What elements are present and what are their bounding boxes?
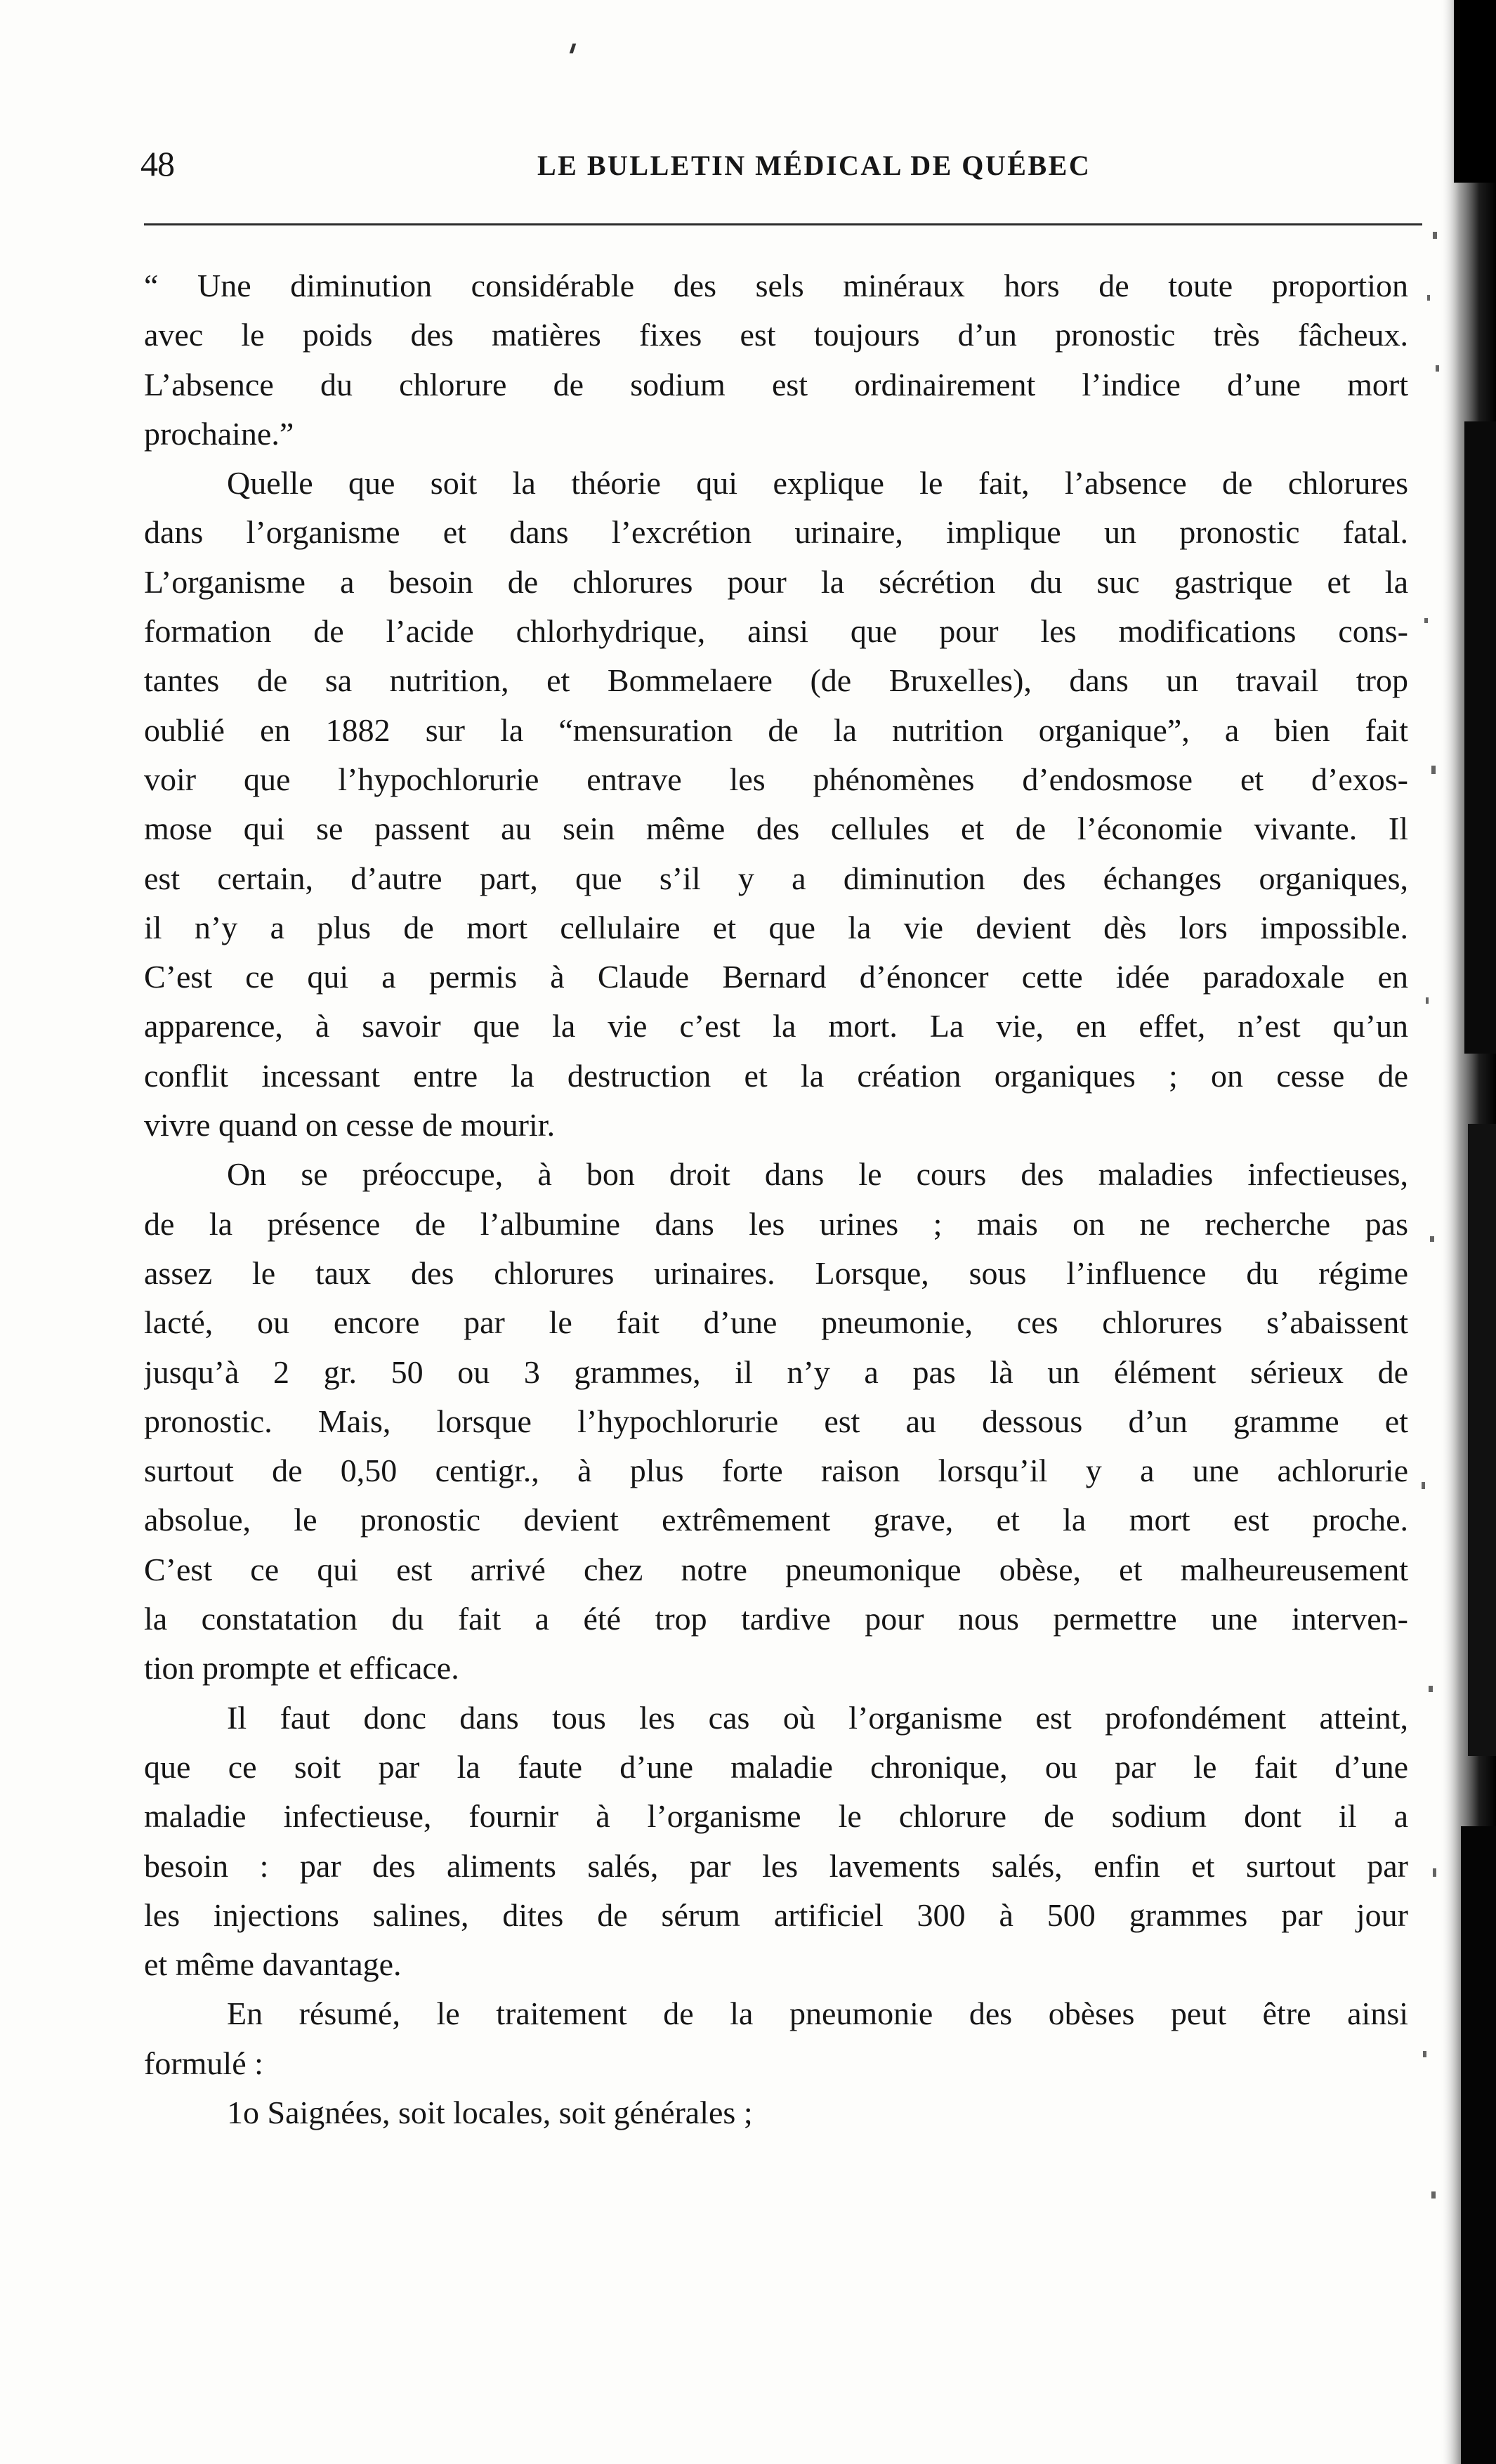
text-line: maladie infectieuse, fournir à l’organisme le chlorure de sodium dont il a: [144, 1798, 1408, 1835]
text-line: Il faut donc dans tous les cas où l’organisme est profondément atteint,: [227, 1699, 1408, 1736]
text-line: avec le poids des matières fixes est toujours d’un pronostic très fâcheux.: [144, 317, 1408, 353]
text-line: C’est ce qui est arrivé chez notre pneumonique obèse, et malheureusement: [144, 1551, 1408, 1587]
running-title: LE BULLETIN MÉDICAL DE QUÉBEC: [537, 150, 1091, 181]
text-line: lacté, ou encore par le fait d’une pneumonie, ces chlorures s’abaissent: [144, 1304, 1408, 1341]
text-line: “ Une diminution considérable des sels minéraux hors de toute proportion: [144, 268, 1408, 303]
text-line: 1o Saignées, soit locales, soit générales ;: [227, 2094, 753, 2130]
text-line: tantes de sa nutrition, et Bommelaere (de Bruxelles), dans un travail trop: [144, 662, 1408, 699]
text-line: il n’y a plus de mort cellulaire et que la vie devient dès lors impossible.: [144, 909, 1408, 945]
text-line: besoin : par des aliments salés, par les lavements salés, enfin et surtout par: [144, 1847, 1408, 1884]
ink-speck: [570, 44, 577, 53]
text-line: la constatation du fait a été trop tardive pour nous permettre une interven-: [144, 1601, 1408, 1637]
text-line: absolue, le pronostic devient extrêmement grave, et la mort est proche.: [144, 1502, 1408, 1538]
text-line: pronostic. Mais, lorsque l’hypochlorurie est au dessous d’un gramme et: [144, 1403, 1408, 1439]
text-line: formulé :: [144, 2045, 263, 2081]
body-text: [144, 261, 1408, 2137]
header-rule: [144, 223, 1422, 225]
text-line: On se préoccupe, à bon droit dans le cours des maladies infectieuses,: [227, 1156, 1408, 1193]
scan-edge-shadow: [1412, 0, 1496, 2464]
text-line: mose qui se passent au sein même des cellules et de l’économie vivante. Il: [144, 811, 1408, 847]
text-line: oublié en 1882 sur la “mensuration de la nutrition organique”, a bien fait: [144, 712, 1408, 748]
text-line: L’organisme a besoin de chlorures pour la sécrétion du suc gastrique et la: [144, 563, 1408, 600]
text-line: apparence, à savoir que la vie c’est la mort. La vie, en effet, n’est qu’un: [144, 1008, 1408, 1044]
text-line: surtout de 0,50 centigr., à plus forte raison lorsqu’il y a une achlorurie: [144, 1453, 1408, 1489]
text-line: de la présence de l’albumine dans les urines ; mais on ne recherche pas: [144, 1205, 1408, 1242]
text-line: dans l’organisme et dans l’excrétion urinaire, implique un pronostic fatal.: [144, 514, 1408, 551]
text-line: En résumé, le traitement de la pneumonie des obèses peut être ainsi: [227, 1996, 1408, 2032]
text-line: C’est ce qui a permis à Claude Bernard d’énoncer cette idée paradoxale en: [144, 959, 1408, 995]
text-line: conflit incessant entre la destruction et la création organiques ; on cesse de: [144, 1057, 1408, 1094]
text-line: les injections salines, dites de sérum artificiel 300 à 500 grammes par jour: [144, 1896, 1408, 1933]
text-line: assez le taux des chlorures urinaires. Lorsque, sous l’influence du régime: [144, 1254, 1408, 1291]
text-line: prochaine.”: [144, 415, 294, 452]
page-header: [140, 139, 1426, 188]
text-line: tion prompte et efficace.: [144, 1650, 459, 1686]
page-number: 48: [140, 144, 174, 183]
text-line: et même davantage.: [144, 1946, 402, 1983]
text-line: vivre quand on cesse de mourir.: [144, 1107, 556, 1143]
text-line: voir que l’hypochlorurie entrave les phénomènes d’endosmose et d’exos-: [144, 761, 1408, 797]
text-line: que ce soit par la faute d’une maladie chronique, ou par le fait d’une: [144, 1748, 1408, 1785]
text-line: Quelle que soit la théorie qui explique le fait, l’absence de chlorures: [227, 465, 1408, 502]
text-line: formation de l’acide chlorhydrique, ainsi que pour les modifications cons-: [144, 613, 1408, 650]
text-line: jusqu’à 2 gr. 50 ou 3 grammes, il n’y a pas là un élément sérieux de: [144, 1354, 1408, 1390]
text-line: est certain, d’autre part, que s’il y a diminution des échanges organiques,: [144, 860, 1408, 896]
text-line: L’absence du chlorure de sodium est ordinairement l’indice d’une mort: [144, 366, 1408, 402]
